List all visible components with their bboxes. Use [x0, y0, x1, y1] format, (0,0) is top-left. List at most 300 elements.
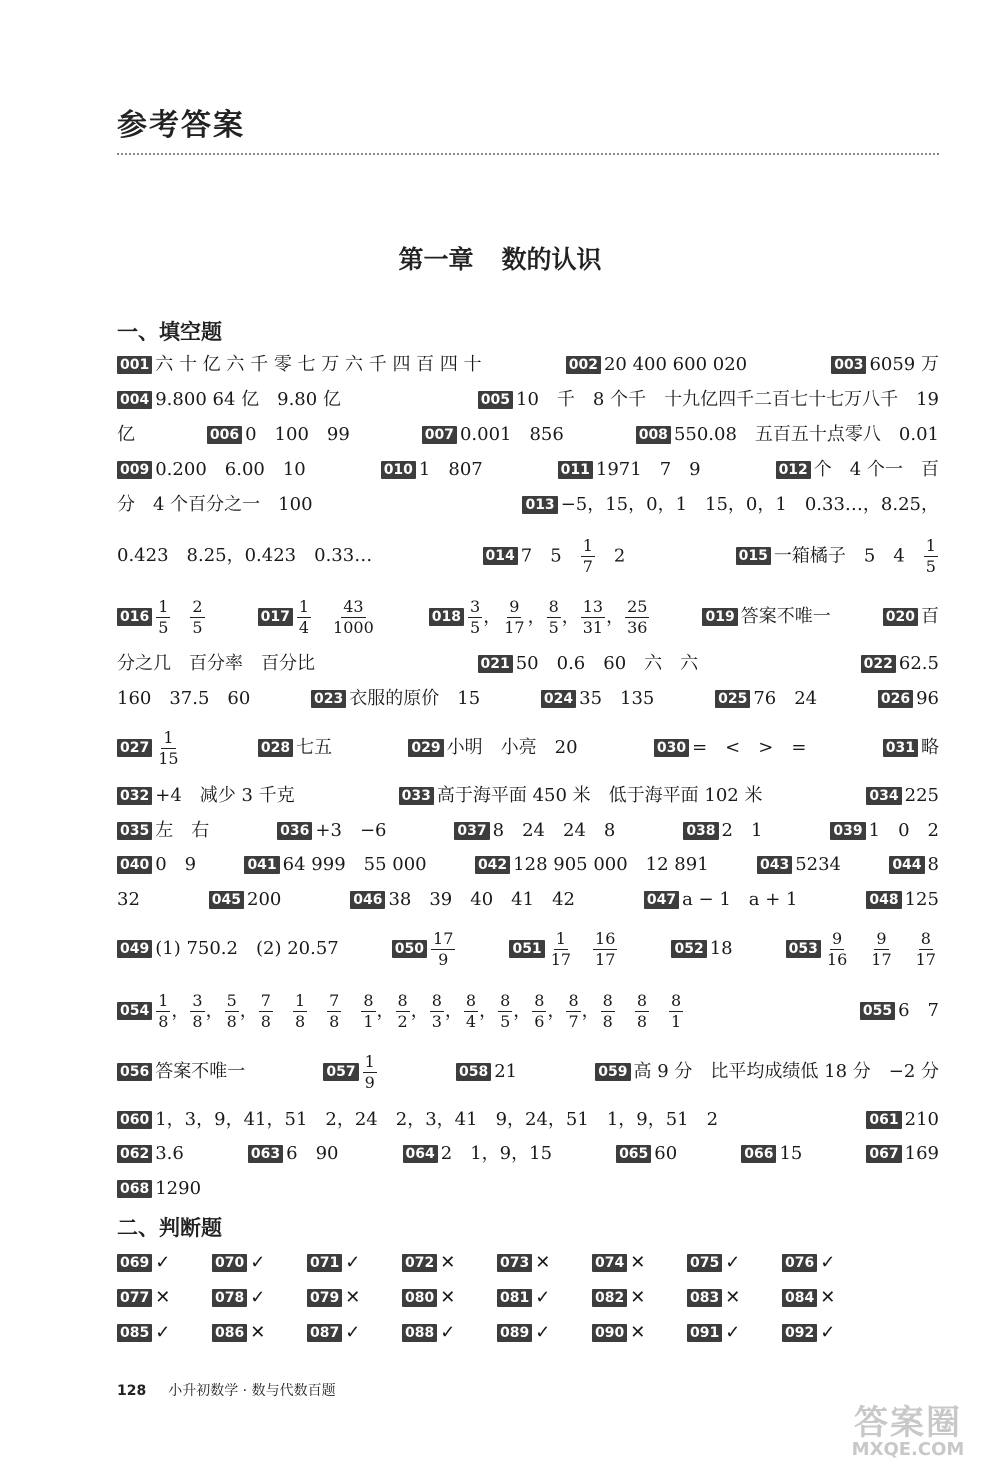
answer-text: ， [479, 1000, 498, 1021]
fraction-denominator: 5 [500, 1011, 511, 1031]
answer-text: 一箱橘子 5 4 [773, 545, 923, 566]
answer-text: 高 9 分 比平均成绩低 18 分 −2 分 [633, 1061, 939, 1082]
answer-line [117, 492, 939, 518]
answer-text [312, 606, 330, 627]
question-number-badge: 077 [117, 1289, 152, 1307]
answer-item [258, 597, 377, 638]
fraction-denominator: 9 [438, 949, 449, 969]
fraction-denominator: 1 [671, 1011, 682, 1031]
fraction-numerator: 1 [364, 1051, 375, 1071]
question-number-badge: 053 [786, 940, 821, 958]
question-number-badge: 089 [497, 1324, 532, 1342]
fraction [396, 991, 410, 1032]
question-number-badge: 032 [117, 787, 152, 805]
fraction-numerator: 1 [163, 727, 174, 747]
answer-item [509, 929, 618, 970]
fraction-denominator: 3 [431, 1011, 442, 1031]
question-number-badge: 044 [889, 856, 924, 874]
answer-text: 550.08 五百五十点零八 0.01 [673, 424, 939, 445]
answer-item [558, 457, 701, 483]
answer-item [117, 783, 295, 809]
question-number-badge: 004 [117, 391, 152, 409]
answer-line [117, 1176, 939, 1202]
fraction [581, 597, 605, 638]
fraction-numerator: 13 [582, 596, 604, 616]
answer-text: 略 [920, 737, 939, 758]
answer-line [117, 457, 939, 483]
fraction [625, 597, 649, 638]
fraction [156, 728, 180, 769]
fraction-numerator: 8 [920, 928, 931, 948]
answer-item [117, 597, 206, 638]
question-number-badge: 028 [258, 739, 293, 757]
answer-item [311, 686, 480, 712]
fraction-numerator: 8 [602, 990, 613, 1010]
page-number: 128 [117, 1383, 147, 1399]
answer-line [117, 923, 939, 975]
question-number-badge: 016 [117, 608, 152, 626]
answer-text: 128 905 000 12 891 [513, 854, 709, 875]
question-number-badge: 011 [558, 461, 593, 479]
answer-item [889, 852, 939, 878]
question-number-badge: 014 [483, 547, 518, 565]
question-number-badge: 040 [117, 856, 152, 874]
fraction-numerator: 8 [363, 990, 374, 1010]
question-number-badge: 049 [117, 940, 152, 958]
answer-text: 7 5 [520, 545, 580, 566]
question-number-badge: 023 [311, 690, 346, 708]
answer-text: 225 [904, 785, 939, 806]
judge-item [687, 1252, 782, 1273]
check-mark-icon: ✓ [725, 1321, 741, 1343]
question-number-badge: 003 [831, 356, 866, 374]
judge-item [497, 1252, 592, 1273]
answer-text: 6059 万 [869, 354, 939, 375]
fraction-numerator: 7 [260, 990, 271, 1010]
chapter-heading [0, 240, 1000, 276]
answer-item [117, 1141, 184, 1167]
question-number-badge: 002 [566, 356, 601, 374]
question-number-badge: 010 [381, 461, 416, 479]
check-mark-icon: ✓ [535, 1321, 551, 1343]
answer-text: 38 39 40 41 42 [388, 889, 575, 910]
fraction [430, 991, 444, 1032]
fraction-numerator: 1 [582, 535, 593, 555]
answer-line [117, 783, 939, 809]
judge-item [782, 1287, 877, 1308]
question-number-badge: 042 [475, 856, 510, 874]
judge-item [592, 1287, 687, 1308]
answer-item [860, 998, 939, 1024]
question-number-badge: 064 [403, 1145, 438, 1163]
answer-item [244, 852, 426, 878]
answer-item [483, 536, 626, 577]
judge-item [402, 1287, 497, 1308]
judge-item [402, 1252, 497, 1273]
question-number-badge: 009 [117, 461, 152, 479]
question-number-badge: 082 [592, 1289, 627, 1307]
answer-item [207, 422, 350, 448]
answer-item [883, 604, 939, 630]
answer-text: 76 24 [753, 688, 818, 709]
fraction-numerator: 25 [627, 596, 648, 616]
question-number-badge: 087 [307, 1324, 342, 1342]
answer-item [117, 887, 140, 913]
answer-line [117, 985, 939, 1037]
check-mark-icon: ✓ [250, 1286, 266, 1308]
judge-item [497, 1287, 592, 1308]
fraction [914, 929, 938, 970]
question-number-badge: 039 [830, 822, 865, 840]
answer-text [650, 1000, 668, 1021]
question-number-badge: 091 [687, 1324, 722, 1342]
answer-text [895, 938, 913, 959]
fraction-numerator: 1 [158, 990, 169, 1010]
answer-text: 分 4 个百分之一 100 [117, 494, 313, 515]
answer-text: ， [171, 1000, 190, 1021]
fraction-denominator: 2 [397, 1011, 408, 1031]
fraction [327, 991, 341, 1032]
page-title: 参考答案 [117, 108, 245, 143]
fraction [601, 991, 615, 1032]
question-number-badge: 020 [883, 608, 918, 626]
answer-line [117, 1141, 939, 1167]
question-number-badge: 034 [866, 787, 901, 805]
fraction-denominator: 8 [260, 1011, 271, 1031]
check-mark-icon: ✓ [725, 1251, 741, 1273]
answer-item [671, 936, 732, 962]
question-number-badge: 030 [654, 739, 689, 757]
question-number-badge: 008 [636, 426, 671, 444]
fraction [581, 536, 595, 577]
answer-item [258, 735, 332, 761]
answer-text: 1，3，9，41，51 2，24 2，3，41 9，24，51 1，9，51 2 [155, 1109, 719, 1130]
fraction-numerator: 8 [534, 990, 545, 1010]
answer-item [117, 936, 339, 962]
answer-item [399, 783, 763, 809]
answer-item [715, 686, 817, 712]
answer-item [117, 422, 135, 448]
question-number-badge: 056 [117, 1063, 152, 1081]
question-number-badge: 038 [683, 822, 718, 840]
fraction [532, 991, 546, 1032]
answer-item [408, 735, 577, 761]
fraction [593, 929, 617, 970]
question-number-badge: 063 [248, 1145, 283, 1163]
answer-text: ， [239, 1000, 258, 1021]
answer-text: 10 千 8 个千 十九亿四千二百七十七万八千 19 [516, 389, 939, 410]
fraction-numerator: 8 [465, 990, 477, 1010]
fraction-numerator: 8 [500, 990, 511, 1010]
question-number-badge: 005 [478, 391, 513, 409]
answer-text: 七五 [296, 737, 333, 758]
answer-text: 答案不唯一 [155, 1061, 246, 1082]
watermark-url: MXQE.COM [851, 1439, 965, 1460]
answer-text: ， [606, 606, 625, 627]
fraction-denominator: 8 [636, 1011, 648, 1031]
answer-item [541, 686, 655, 712]
fraction [331, 597, 376, 638]
question-number-badge: 060 [117, 1111, 152, 1129]
judge-row [117, 1284, 877, 1310]
check-mark-icon: ✓ [155, 1321, 171, 1343]
judge-item [497, 1322, 592, 1343]
footer [117, 1380, 336, 1400]
question-number-badge: 036 [277, 822, 312, 840]
answer-text: 高于海平面 450 米 低于海平面 102 米 [436, 785, 763, 806]
answer-text: 20 400 600 020 [603, 354, 748, 375]
answer-line [117, 686, 939, 712]
question-number-badge: 017 [258, 608, 293, 626]
answer-line [117, 818, 939, 844]
book-title: 小升初数学 · 数与代数百题 [168, 1383, 336, 1399]
fraction [502, 597, 526, 638]
answer-item [757, 852, 841, 878]
judge-item [117, 1322, 212, 1343]
answer-item [866, 1141, 939, 1167]
answer-text [616, 1000, 634, 1021]
fraction [924, 536, 938, 577]
fraction-numerator: 8 [548, 596, 559, 616]
answer-item [683, 818, 762, 844]
answer-item [392, 929, 457, 970]
question-number-badge: 015 [736, 547, 771, 565]
answer-line [117, 651, 939, 677]
answer-text: 8 24 24 8 [492, 820, 616, 841]
answer-item [878, 686, 939, 712]
fraction-numerator: 1 [294, 990, 306, 1010]
fraction-numerator: 1 [158, 596, 169, 616]
judge-item [402, 1322, 497, 1343]
answer-line [117, 422, 939, 448]
judge-row [117, 1319, 877, 1345]
answer-text: 35 135 [579, 688, 655, 709]
fraction-numerator: 8 [568, 990, 579, 1010]
fraction-numerator: 17 [433, 928, 454, 948]
fraction-denominator: 5 [158, 617, 169, 637]
question-number-badge: 022 [861, 655, 896, 673]
answer-item [654, 735, 807, 761]
answer-text: 3.6 [155, 1143, 184, 1164]
answer-text: 1 807 [418, 459, 483, 480]
cross-mark-icon: ✕ [630, 1251, 646, 1273]
question-number-badge: 068 [117, 1180, 152, 1198]
fraction-denominator: 5 [548, 617, 559, 637]
answer-text: (1) 750.2 (2) 20.57 [155, 938, 339, 959]
answer-text: 21 [494, 1061, 518, 1082]
fraction [566, 991, 580, 1032]
fraction [190, 991, 204, 1032]
question-number-badge: 007 [422, 426, 457, 444]
fraction [190, 597, 204, 638]
question-number-badge: 029 [408, 739, 443, 757]
fraction-denominator: 8 [226, 1011, 237, 1031]
answer-text: 个 4 个一 百 [813, 459, 939, 480]
judge-item [592, 1252, 687, 1273]
answer-line [117, 722, 939, 774]
answer-item [422, 422, 564, 448]
judge-item [212, 1252, 307, 1273]
answer-item [883, 735, 939, 761]
answer-text: 50 0.6 60 六 六 [515, 653, 699, 674]
question-number-badge: 013 [522, 496, 557, 514]
answer-text: = < > = [692, 737, 807, 758]
fraction-numerator: 9 [509, 596, 520, 616]
fraction-denominator: 8 [158, 1011, 169, 1031]
check-mark-icon: ✓ [440, 1321, 456, 1343]
answer-item [636, 422, 939, 448]
judge-item [782, 1322, 877, 1343]
answer-text: ， [513, 1000, 532, 1021]
answer-text [308, 1000, 326, 1021]
answer-text: ， [410, 1000, 429, 1021]
answer-item [741, 1141, 802, 1167]
answer-item [776, 457, 939, 483]
judge-item [212, 1287, 307, 1308]
chapter-label: 第一章 [398, 245, 474, 274]
answer-item [209, 887, 282, 913]
answer-text: 62.5 [898, 653, 939, 674]
fraction [293, 991, 307, 1032]
watermark-logo [838, 1395, 978, 1465]
question-number-badge: 031 [883, 739, 918, 757]
answer-text: 1 0 2 [868, 820, 939, 841]
answer-item [117, 352, 482, 378]
question-number-badge: 073 [497, 1254, 532, 1272]
answer-item [566, 352, 747, 378]
answer-item [429, 597, 651, 638]
answer-line [117, 852, 939, 878]
answer-text: 6 90 [286, 1143, 339, 1164]
fraction-denominator: 17 [871, 949, 892, 969]
question-number-badge: 057 [323, 1063, 358, 1081]
question-number-badge: 019 [702, 608, 737, 626]
fraction-denominator: 17 [550, 949, 572, 969]
answer-item [866, 783, 939, 809]
answer-text: 2 1，9，15 [440, 1143, 553, 1164]
answer-item [478, 387, 939, 413]
answer-item [248, 1141, 339, 1167]
judge-item [592, 1322, 687, 1343]
fraction-denominator: 7 [568, 1011, 579, 1031]
judge-item [687, 1287, 782, 1308]
answer-item [478, 651, 699, 677]
answer-item [861, 651, 939, 677]
question-number-badge: 066 [741, 1145, 776, 1163]
question-number-badge: 048 [866, 891, 901, 909]
cross-mark-icon: ✕ [155, 1286, 171, 1308]
fraction-numerator: 3 [192, 990, 203, 1010]
judge-item [117, 1252, 212, 1273]
check-mark-icon: ✓ [820, 1321, 836, 1343]
question-number-badge: 069 [117, 1254, 152, 1272]
answer-line [117, 1046, 939, 1098]
answer-item [475, 852, 709, 878]
question-number-badge: 058 [456, 1063, 491, 1081]
fraction-numerator: 16 [595, 928, 616, 948]
judge-item [782, 1252, 877, 1273]
question-number-badge: 075 [687, 1254, 722, 1272]
answer-item [117, 1107, 718, 1133]
fraction [498, 991, 512, 1032]
answer-text: ， [444, 1000, 463, 1021]
fraction-numerator: 8 [671, 990, 682, 1010]
cross-mark-icon: ✕ [345, 1286, 361, 1308]
answer-item [830, 818, 939, 844]
question-number-badge: 061 [866, 1111, 901, 1129]
fraction-denominator: 17 [915, 949, 936, 969]
fraction-numerator: 3 [470, 596, 481, 616]
question-number-badge: 012 [776, 461, 811, 479]
answer-text: 6 7 [898, 1000, 939, 1021]
question-number-badge: 080 [402, 1289, 437, 1307]
fraction-denominator: 17 [504, 617, 525, 637]
question-number-badge: 078 [212, 1289, 247, 1307]
answer-item [323, 1052, 377, 1093]
answer-item [381, 457, 483, 483]
question-number-badge: 054 [117, 1002, 152, 1020]
answer-text: 小明 小亮 20 [446, 737, 578, 758]
fraction-denominator: 17 [595, 949, 616, 969]
answer-text: 200 [247, 889, 282, 910]
fraction [225, 991, 239, 1032]
answer-text [574, 938, 592, 959]
question-number-badge: 033 [399, 787, 434, 805]
section-judge-heading: 二、判断题 [117, 1216, 222, 1240]
fraction [156, 597, 170, 638]
answer-item [117, 1059, 245, 1085]
answer-text: 32 [117, 889, 140, 910]
fraction-denominator: 7 [582, 556, 593, 576]
fraction [468, 597, 482, 638]
question-number-badge: 071 [307, 1254, 342, 1272]
answer-text: 0 9 [155, 854, 197, 875]
fraction [156, 991, 170, 1032]
fraction [464, 991, 478, 1032]
answer-text: 96 [916, 688, 939, 709]
fraction-numerator: 43 [343, 596, 364, 616]
answer-text: ， [561, 606, 580, 627]
fraction [547, 597, 561, 638]
answer-text: 亿 [117, 424, 135, 445]
answer-item [616, 1141, 677, 1167]
answer-item [117, 457, 306, 483]
fraction-denominator: 31 [582, 617, 604, 637]
question-number-badge: 092 [782, 1324, 817, 1342]
answer-text: 六 十 亿 六 千 零 七 万 六 千 四 百 四 十 [155, 354, 482, 375]
answer-text: 1290 [155, 1178, 202, 1199]
cross-mark-icon: ✕ [725, 1286, 741, 1308]
watermark-text: 答案圈 [854, 1403, 962, 1443]
answer-item [117, 387, 341, 413]
fraction-numerator: 9 [831, 928, 843, 948]
answer-text: 0.423 8.25，0.423 0.33… [117, 545, 373, 566]
question-number-badge: 072 [402, 1254, 437, 1272]
fraction-denominator: 4 [465, 1011, 477, 1031]
fraction-numerator: 2 [192, 596, 203, 616]
answer-item [403, 1141, 553, 1167]
fraction-denominator: 4 [298, 617, 310, 637]
answer-text [171, 606, 189, 627]
answer-text: −5，15，0，1 15，0，1 0.33…，8.25， [560, 494, 939, 515]
fraction [869, 929, 893, 970]
fraction [431, 929, 455, 970]
check-mark-icon: ✓ [250, 1251, 266, 1273]
answer-line [117, 1107, 939, 1133]
fraction-denominator: 1000 [333, 617, 374, 637]
fraction-numerator: 1 [298, 596, 310, 616]
answer-item [117, 686, 250, 712]
